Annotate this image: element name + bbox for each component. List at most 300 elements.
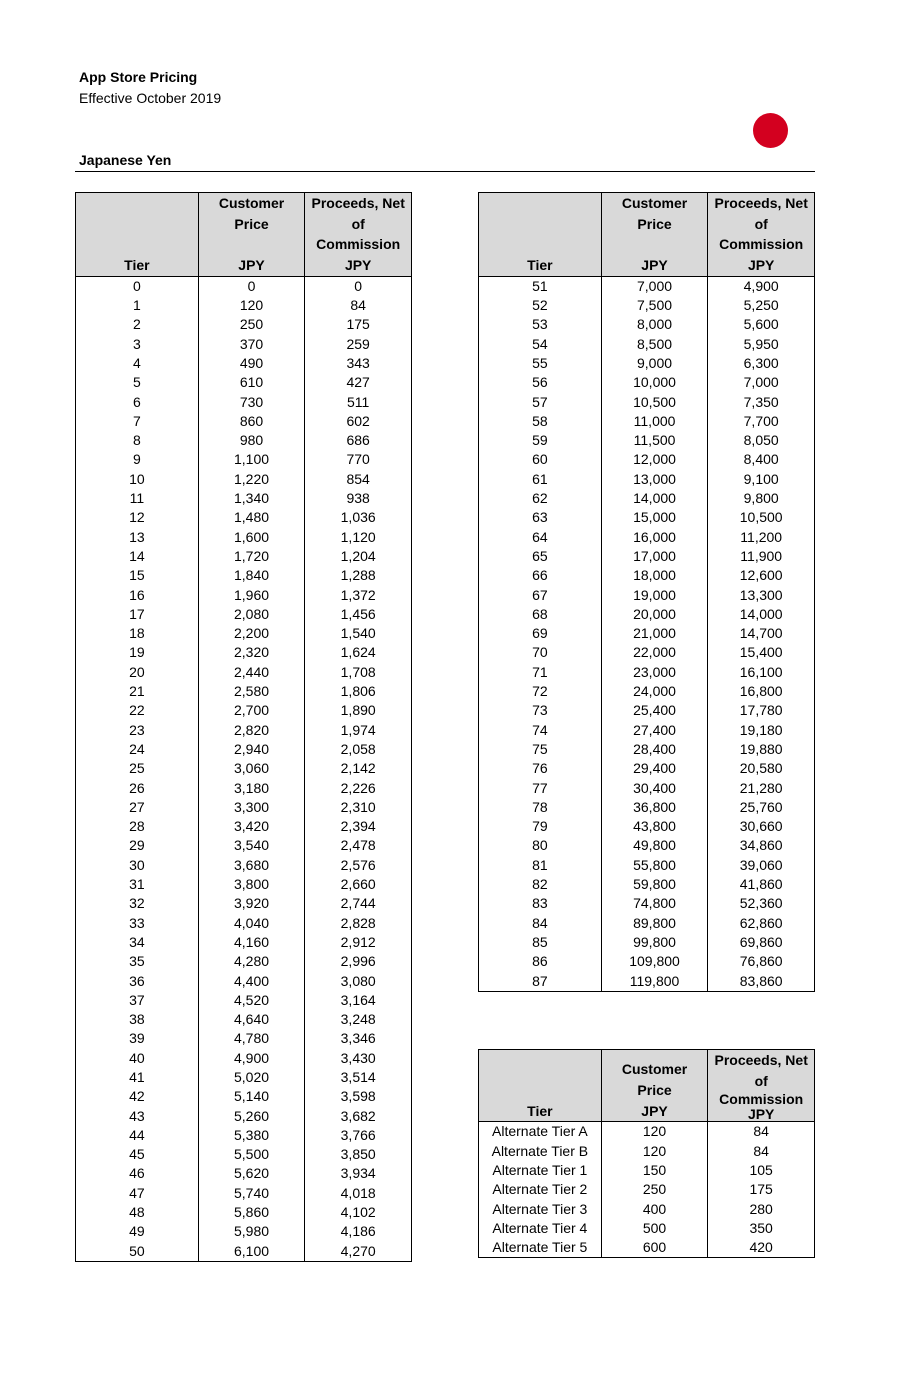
proceeds-cell: 2,576 — [340, 856, 376, 873]
proceeds-cell: 14,700 — [739, 625, 783, 642]
proceeds-cell: 1,456 — [340, 605, 376, 622]
customer-price-cell: 1,600 — [198, 528, 305, 547]
table-row — [76, 701, 412, 720]
table-row — [76, 759, 412, 778]
tier-cell: 63 — [479, 508, 602, 527]
proceeds-cell: 420 — [749, 1239, 773, 1256]
customer-price-cell: 3,920 — [198, 894, 305, 913]
customer-price-cell: 13,000 — [601, 470, 708, 489]
table-row — [479, 508, 815, 527]
tier-cell: 67 — [479, 586, 602, 605]
customer-price-cell: 3,800 — [198, 875, 305, 894]
customer-price-cell: 16,000 — [601, 528, 708, 547]
tier-cell: 25 — [76, 759, 199, 778]
table-row — [479, 354, 815, 373]
tier-cell: 19 — [76, 643, 199, 662]
tier-cell: 2 — [76, 315, 199, 334]
table-row — [76, 624, 412, 643]
proceeds-cell: 1,624 — [340, 644, 376, 661]
table-row — [76, 740, 412, 759]
japan-flag-icon — [736, 96, 804, 164]
proceeds-cell: 20,580 — [739, 760, 783, 777]
customer-price-cell: 49,800 — [601, 836, 708, 855]
table-row — [479, 489, 815, 508]
proceeds-cell: 4,270 — [340, 1242, 376, 1259]
table-row — [479, 701, 815, 720]
customer-price-cell: 4,780 — [198, 1029, 305, 1048]
proceeds-cell: 770 — [346, 451, 370, 468]
table-row — [479, 412, 815, 431]
tier-column-header: Tier — [76, 193, 199, 277]
table-row — [76, 1145, 412, 1164]
tier-cell: 36 — [76, 972, 199, 991]
proceeds-cell: 2,828 — [340, 914, 376, 931]
tier-cell: 68 — [479, 605, 602, 624]
customer-price-cell: 5,500 — [198, 1145, 305, 1164]
proceeds-cell: 39,060 — [739, 856, 783, 873]
customer-price-cell: 610 — [198, 373, 305, 392]
customer-price-cell: 490 — [198, 354, 305, 373]
tier-cell: Alternate Tier B — [479, 1142, 602, 1161]
tier-cell: 59 — [479, 431, 602, 450]
tier-cell: 79 — [479, 817, 602, 836]
tier-cell: 56 — [479, 373, 602, 392]
customer-price-cell: 3,180 — [198, 779, 305, 798]
table-row — [479, 1142, 815, 1161]
tier-cell: 84 — [479, 914, 602, 933]
tier-cell: 10 — [76, 470, 199, 489]
table-row — [479, 1219, 815, 1238]
tier-cell: 53 — [479, 315, 602, 334]
table-row — [76, 1203, 412, 1222]
tier-cell: 35 — [76, 952, 199, 971]
customer-price-cell: 5,980 — [198, 1222, 305, 1241]
table-row — [479, 798, 815, 817]
proceeds-cell: 2,142 — [340, 760, 376, 777]
table-row — [479, 528, 815, 547]
customer-price-cell: 55,800 — [601, 856, 708, 875]
tier-cell: 58 — [479, 412, 602, 431]
customer-price-cell: 4,900 — [198, 1049, 305, 1068]
customer-price-cell: 36,800 — [601, 798, 708, 817]
customer-price-cell: 5,140 — [198, 1087, 305, 1106]
customer-price-cell: 4,400 — [198, 972, 305, 991]
proceeds-cell: 3,430 — [340, 1049, 376, 1066]
customer-price-cell: 2,940 — [198, 740, 305, 759]
tier-cell: 27 — [76, 798, 199, 817]
table-header-row — [479, 1050, 815, 1122]
proceeds-cell: 2,058 — [340, 740, 376, 757]
table-row — [76, 1010, 412, 1029]
proceeds-column-header: Proceeds, Net of Commission JPY — [305, 193, 412, 277]
table-row — [76, 431, 412, 450]
table-row — [76, 566, 412, 585]
tier-cell: 75 — [479, 740, 602, 759]
table-row — [479, 547, 815, 566]
customer-price-cell: 4,520 — [198, 991, 305, 1010]
customer-price-cell: 30,400 — [601, 779, 708, 798]
customer-price-cell: 250 — [601, 1180, 708, 1199]
tier-cell: 77 — [479, 779, 602, 798]
table-row — [76, 1107, 412, 1126]
tier-cell: 78 — [479, 798, 602, 817]
table-row — [76, 972, 412, 991]
proceeds-cell: 175 — [346, 316, 370, 333]
table-row — [76, 450, 412, 469]
tier-cell: 0 — [76, 276, 199, 296]
customer-price-cell: 22,000 — [601, 643, 708, 662]
tier-cell: 22 — [76, 701, 199, 720]
customer-price-column-header: Customer Price JPY — [601, 1050, 708, 1122]
proceeds-cell: 25,760 — [739, 798, 783, 815]
tier-cell: 48 — [76, 1203, 199, 1222]
proceeds-cell: 14,000 — [739, 605, 783, 622]
customer-price-cell: 8,500 — [601, 335, 708, 354]
tier-cell: 9 — [76, 450, 199, 469]
proceeds-cell: 1,288 — [340, 567, 376, 584]
table-row — [479, 335, 815, 354]
proceeds-cell: 2,744 — [340, 895, 376, 912]
table-row — [76, 315, 412, 334]
table-row — [76, 296, 412, 315]
tier-cell: 28 — [76, 817, 199, 836]
table-row — [76, 1087, 412, 1106]
table-row — [76, 991, 412, 1010]
customer-price-cell: 74,800 — [601, 894, 708, 913]
tier-cell: 42 — [76, 1087, 199, 1106]
customer-price-column-header: Customer Price JPY — [198, 193, 305, 277]
customer-price-cell: 2,580 — [198, 682, 305, 701]
proceeds-cell: 6,300 — [743, 355, 779, 371]
table-row — [479, 1161, 815, 1180]
customer-price-cell: 15,000 — [601, 508, 708, 527]
proceeds-cell: 2,912 — [340, 933, 376, 950]
proceeds-cell: 4,900 — [743, 277, 779, 294]
proceeds-cell: 34,860 — [739, 837, 783, 854]
table-row — [76, 547, 412, 566]
customer-price-cell: 20,000 — [601, 605, 708, 624]
tier-cell: 29 — [76, 836, 199, 855]
tier-cell: 14 — [76, 547, 199, 566]
customer-price-cell: 7,000 — [601, 276, 708, 296]
tier-cell: 33 — [76, 914, 199, 933]
table-row — [76, 393, 412, 412]
table-row — [479, 1180, 815, 1199]
customer-price-cell: 6,100 — [198, 1242, 305, 1262]
tier-cell: 40 — [76, 1049, 199, 1068]
table-row — [76, 276, 412, 296]
table-row — [479, 470, 815, 489]
proceeds-cell: 3,248 — [340, 1011, 376, 1028]
table-row — [479, 373, 815, 392]
tier-cell: 54 — [479, 335, 602, 354]
proceeds-cell: 9,100 — [743, 470, 779, 487]
tier-cell: Alternate Tier 1 — [479, 1161, 602, 1180]
proceeds-cell: 105 — [749, 1162, 773, 1178]
table-row — [479, 296, 815, 315]
customer-price-cell: 8,000 — [601, 315, 708, 334]
proceeds-cell: 41,860 — [739, 876, 783, 893]
proceeds-cell: 7,350 — [743, 393, 779, 410]
proceeds-cell: 2,478 — [340, 837, 376, 854]
table-row — [76, 586, 412, 605]
customer-price-cell: 21,000 — [601, 624, 708, 643]
customer-price-cell: 500 — [601, 1219, 708, 1238]
tier-cell: 34 — [76, 933, 199, 952]
heading-rule — [75, 171, 815, 172]
table-row — [76, 894, 412, 913]
table-row — [76, 373, 412, 392]
customer-price-cell: 109,800 — [601, 952, 708, 971]
proceeds-cell: 9,800 — [743, 490, 779, 507]
currency-heading: Japanese Yen — [79, 152, 172, 168]
table-row — [479, 952, 815, 971]
proceeds-cell: 511 — [347, 393, 370, 410]
proceeds-cell: 62,860 — [739, 914, 783, 931]
customer-price-cell: 1,480 — [198, 508, 305, 527]
proceeds-cell: 17,780 — [739, 702, 783, 719]
proceeds-cell: 2,660 — [340, 876, 376, 893]
proceeds-cell: 175 — [749, 1181, 773, 1198]
tier-cell: 61 — [479, 470, 602, 489]
proceeds-cell: 3,598 — [340, 1088, 376, 1105]
customer-price-cell: 28,400 — [601, 740, 708, 759]
table-row — [479, 836, 815, 855]
proceeds-cell: 69,860 — [739, 933, 783, 950]
customer-price-cell: 1,340 — [198, 489, 305, 508]
table-row — [479, 817, 815, 836]
customer-price-cell: 12,000 — [601, 450, 708, 469]
tier-cell: 21 — [76, 682, 199, 701]
table-row — [76, 1049, 412, 1068]
proceeds-cell: 343 — [346, 355, 370, 371]
tier-cell: 1 — [76, 296, 199, 315]
table-row — [479, 914, 815, 933]
proceeds-cell: 938 — [346, 490, 370, 507]
customer-price-cell: 370 — [198, 335, 305, 354]
customer-price-cell: 3,420 — [198, 817, 305, 836]
table-row — [479, 972, 815, 992]
proceeds-cell: 1,372 — [340, 586, 376, 603]
table-row — [479, 566, 815, 585]
table-row — [479, 740, 815, 759]
customer-price-cell: 5,620 — [198, 1164, 305, 1183]
proceeds-cell: 1,036 — [340, 509, 376, 526]
tier-cell: 32 — [76, 894, 199, 913]
customer-price-cell: 4,280 — [198, 952, 305, 971]
proceeds-cell: 5,950 — [743, 335, 779, 352]
table-row — [76, 933, 412, 952]
tier-cell: 65 — [479, 547, 602, 566]
tier-cell: 82 — [479, 875, 602, 894]
tier-cell: 45 — [76, 1145, 199, 1164]
customer-price-cell: 5,020 — [198, 1068, 305, 1087]
table-row — [76, 412, 412, 431]
customer-price-cell: 5,380 — [198, 1126, 305, 1145]
tier-cell: Alternate Tier A — [479, 1122, 602, 1142]
tier-cell: 6 — [76, 393, 199, 412]
proceeds-cell: 5,250 — [743, 297, 779, 314]
table-row — [76, 914, 412, 933]
proceeds-cell: 7,700 — [743, 412, 779, 429]
customer-price-cell: 24,000 — [601, 682, 708, 701]
table-row — [76, 1068, 412, 1087]
tier-cell: 55 — [479, 354, 602, 373]
tier-cell: 5 — [76, 373, 199, 392]
table-header-row — [479, 193, 815, 277]
table-row — [479, 894, 815, 913]
proceeds-cell: 15,400 — [739, 644, 783, 661]
proceeds-column-header: Proceeds, Net of Commission JPY — [708, 1050, 815, 1122]
table-row — [76, 528, 412, 547]
customer-price-cell: 17,000 — [601, 547, 708, 566]
proceeds-cell: 1,708 — [340, 663, 376, 680]
tier-cell: 3 — [76, 335, 199, 354]
table-row — [76, 508, 412, 527]
tier-cell: 76 — [479, 759, 602, 778]
table-row — [76, 335, 412, 354]
proceeds-cell: 76,860 — [739, 953, 783, 970]
tier-cell: 12 — [76, 508, 199, 527]
table-row — [479, 1200, 815, 1219]
table-row — [76, 779, 412, 798]
tier-cell: 69 — [479, 624, 602, 643]
table-header-row — [76, 193, 412, 277]
proceeds-cell: 1,974 — [340, 721, 376, 738]
proceeds-cell: 12,600 — [739, 567, 783, 584]
table-row — [479, 759, 815, 778]
tier-cell: 57 — [479, 393, 602, 412]
proceeds-cell: 1,120 — [340, 528, 376, 545]
customer-price-cell: 120 — [198, 296, 305, 315]
proceeds-cell: 16,100 — [739, 663, 783, 680]
table-row — [76, 875, 412, 894]
customer-price-cell: 7,500 — [601, 296, 708, 315]
customer-price-cell: 1,960 — [198, 586, 305, 605]
table-row — [479, 586, 815, 605]
proceeds-cell: 1,540 — [340, 625, 376, 642]
customer-price-cell: 19,000 — [601, 586, 708, 605]
tier-cell: 24 — [76, 740, 199, 759]
proceeds-cell: 2,226 — [340, 779, 376, 796]
proceeds-cell: 11,900 — [740, 547, 783, 564]
proceeds-cell: 1,204 — [340, 547, 376, 564]
customer-price-cell: 9,000 — [601, 354, 708, 373]
table-row — [479, 682, 815, 701]
customer-price-cell: 120 — [601, 1122, 708, 1142]
table-row — [76, 470, 412, 489]
table-row — [76, 682, 412, 701]
proceeds-cell: 602 — [346, 412, 370, 429]
tier-cell: 8 — [76, 431, 199, 450]
tier-cell: 46 — [76, 1164, 199, 1183]
customer-price-cell: 5,260 — [198, 1107, 305, 1126]
customer-price-cell: 4,040 — [198, 914, 305, 933]
proceeds-cell: 2,996 — [340, 953, 376, 970]
customer-price-cell: 59,800 — [601, 875, 708, 894]
proceeds-cell: 21,280 — [739, 779, 783, 796]
tier-cell: 7 — [76, 412, 199, 431]
table-row — [76, 1126, 412, 1145]
proceeds-column-header: Proceeds, Net of Commission JPY — [708, 193, 815, 277]
table-row — [479, 643, 815, 662]
customer-price-cell: 11,500 — [601, 431, 708, 450]
customer-price-cell: 3,540 — [198, 836, 305, 855]
flag-red-disc — [753, 113, 788, 148]
proceeds-cell: 84 — [753, 1142, 769, 1159]
table-row — [76, 817, 412, 836]
tier-cell: 70 — [479, 643, 602, 662]
table-row — [76, 1242, 412, 1262]
tier-cell: 71 — [479, 663, 602, 682]
table-row — [479, 276, 815, 296]
customer-price-cell: 5,860 — [198, 1203, 305, 1222]
tier-cell: 39 — [76, 1029, 199, 1048]
tier-cell: 85 — [479, 933, 602, 952]
tier-column-header: Tier — [479, 1050, 602, 1122]
table-row — [76, 798, 412, 817]
customer-price-cell: 25,400 — [601, 701, 708, 720]
proceeds-cell: 11,200 — [740, 528, 783, 545]
proceeds-cell: 8,400 — [743, 451, 779, 468]
table-row — [479, 605, 815, 624]
tier-cell: 31 — [76, 875, 199, 894]
tier-cell: 30 — [76, 856, 199, 875]
table-row — [76, 643, 412, 662]
customer-price-cell: 400 — [601, 1200, 708, 1219]
table-row — [76, 663, 412, 682]
table-row — [76, 1222, 412, 1241]
table-row — [479, 393, 815, 412]
proceeds-cell: 3,682 — [340, 1107, 376, 1124]
tier-cell: 51 — [479, 276, 602, 296]
tier-cell: 83 — [479, 894, 602, 913]
customer-price-cell: 99,800 — [601, 933, 708, 952]
proceeds-cell: 686 — [346, 432, 370, 449]
customer-price-cell: 250 — [198, 315, 305, 334]
tier-cell: 64 — [479, 528, 602, 547]
table-row — [479, 624, 815, 643]
proceeds-cell: 259 — [346, 335, 370, 352]
tier-cell: Alternate Tier 5 — [479, 1238, 602, 1258]
table-row — [479, 856, 815, 875]
customer-price-cell: 27,400 — [601, 721, 708, 740]
table-row — [479, 315, 815, 334]
tier-cell: Alternate Tier 4 — [479, 1219, 602, 1238]
table-row — [76, 354, 412, 373]
customer-price-cell: 600 — [601, 1238, 708, 1258]
customer-price-cell: 3,680 — [198, 856, 305, 875]
table-row — [76, 856, 412, 875]
customer-price-cell: 1,100 — [198, 450, 305, 469]
tier-cell: 62 — [479, 489, 602, 508]
customer-price-cell: 89,800 — [601, 914, 708, 933]
tier-cell: 11 — [76, 489, 199, 508]
proceeds-cell: 5,600 — [743, 316, 779, 333]
customer-price-cell: 2,700 — [198, 701, 305, 720]
customer-price-cell: 120 — [601, 1142, 708, 1161]
tier-cell: 73 — [479, 701, 602, 720]
pricing-table-alternate — [478, 1049, 815, 1258]
tier-cell: Alternate Tier 3 — [479, 1200, 602, 1219]
customer-price-cell: 0 — [198, 276, 305, 296]
table-row — [479, 721, 815, 740]
table-row — [76, 1164, 412, 1183]
tier-cell: 26 — [76, 779, 199, 798]
customer-price-cell: 150 — [601, 1161, 708, 1180]
customer-price-cell: 2,820 — [198, 721, 305, 740]
customer-price-cell: 3,060 — [198, 759, 305, 778]
